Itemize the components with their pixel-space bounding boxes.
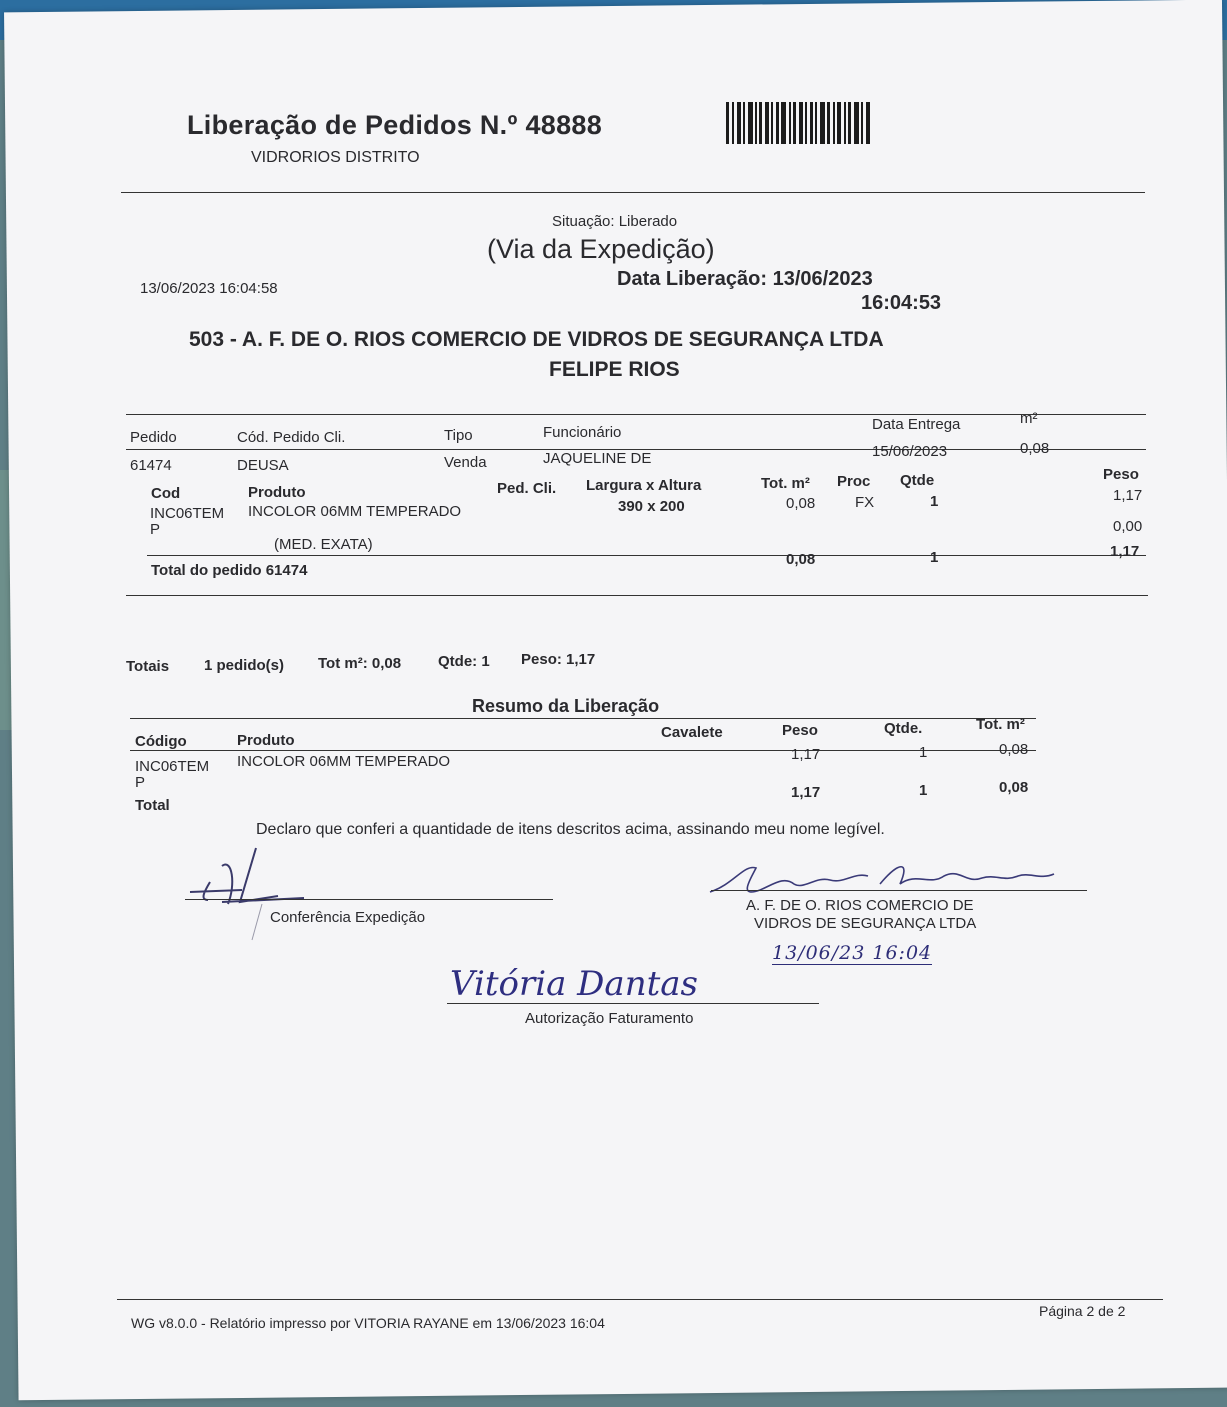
item-col-ped-cli: Ped. Cli. — [497, 480, 557, 497]
contact-name: FELIPE RIOS — [549, 358, 680, 381]
signature-conferencia — [182, 844, 322, 944]
item-product: INCOLOR 06MM TEMPERADO — [248, 503, 462, 520]
release-date: Data Liberação: 13/06/2023 — [617, 268, 873, 290]
item-code-line2: P — [150, 521, 161, 538]
item-col-tot-m2: Tot. m² — [761, 475, 810, 492]
document-page — [4, 0, 1227, 1400]
order-total-m2: 0,08 — [786, 551, 816, 568]
item-proc: FX — [855, 494, 875, 511]
item-dimensions: 390 x 200 — [618, 498, 685, 515]
order-delivery-date: 15/06/2023 — [872, 443, 948, 460]
company-sign-line1: A. F. DE O. RIOS COMERCIO DE — [746, 897, 974, 914]
order-number: 61474 — [130, 457, 172, 474]
summary-top-rule — [130, 718, 1036, 719]
item-total-rule — [147, 555, 1146, 556]
order-m2: 0,08 — [1020, 440, 1050, 457]
totals-m2: Tot m²: 0,08 — [318, 655, 402, 672]
summary-header-rule — [130, 750, 1036, 751]
divider — [121, 192, 1145, 193]
summary-total-label: Total — [135, 797, 170, 814]
item-note: (MED. EXATA) — [274, 536, 373, 553]
declaration-text: Declaro que conferi a quantidade de itens descritos acima, assinando meu nome legível. — [256, 821, 885, 838]
order-client-code: DEUSA — [237, 457, 289, 474]
col-pedido: Pedido — [130, 429, 177, 446]
item-qtde: 1 — [930, 493, 939, 510]
signature-line-company — [711, 890, 1087, 891]
summary-product: INCOLOR 06MM TEMPERADO — [237, 753, 451, 770]
order-total-peso: 1,17 — [1110, 543, 1140, 560]
summary-title: Resumo da Liberação — [472, 696, 660, 716]
item-tot-m2: 0,08 — [786, 495, 816, 512]
page-number: Página 2 de 2 — [1039, 1303, 1126, 1319]
summary-total-tot-m2: 0,08 — [999, 779, 1029, 796]
item-col-cod: Cod — [151, 485, 181, 502]
footer-rule — [117, 1299, 1163, 1300]
signature-line-conferencia — [185, 899, 553, 900]
item-col-dimensions: Largura x Altura — [586, 477, 702, 494]
status-text: Situação: Liberado — [552, 213, 678, 230]
print-datetime: 13/06/2023 16:04:58 — [140, 280, 278, 297]
autorizacao-label: Autorização Faturamento — [525, 1010, 694, 1027]
order-total-qtde: 1 — [930, 549, 939, 566]
copy-label: (Via da Expedição) — [487, 234, 715, 264]
handwritten-date: 13/06/23 16:04 — [772, 942, 933, 964]
col-funcionario: Funcionário — [543, 424, 622, 441]
summary-total-qtde: 1 — [919, 782, 928, 799]
summary-col-tot-m2: Tot. m² — [976, 716, 1025, 733]
summary-tot-m2: 0,08 — [999, 741, 1029, 758]
company-name: VIDRORIOS DISTRITO — [251, 149, 420, 166]
item-peso-secondary: 0,00 — [1113, 518, 1143, 535]
document-title: Liberação de Pedidos N.º 48888 — [187, 110, 603, 140]
col-tipo: Tipo — [444, 427, 473, 444]
item-col-peso: Peso — [1103, 466, 1139, 483]
summary-code-line1: INC06TEM — [135, 758, 210, 775]
conferencia-label: Conferência Expedição — [270, 909, 426, 926]
item-code-line1: INC06TEM — [150, 505, 225, 522]
summary-total-peso: 1,17 — [791, 784, 821, 801]
summary-col-peso: Peso — [782, 722, 818, 739]
table-top-rule — [126, 414, 1146, 415]
signature-line-autorizacao — [447, 1003, 819, 1004]
summary-qtde: 1 — [919, 744, 928, 761]
order-employee: JAQUELINE DE — [543, 450, 652, 467]
summary-col-codigo: Código — [135, 733, 187, 750]
release-time: 16:04:53 — [861, 292, 942, 314]
summary-code-line2: P — [135, 774, 146, 791]
summary-col-qtde: Qtde. — [884, 720, 923, 737]
customer-name: 503 - A. F. DE O. RIOS COMERCIO DE VIDROS DE SEGURANÇA LTDA — [189, 328, 884, 351]
col-m2: m² — [1020, 410, 1038, 427]
barcode — [726, 102, 908, 144]
item-col-qtde: Qtde — [900, 472, 935, 489]
summary-peso: 1,17 — [791, 746, 821, 763]
item-col-produto: Produto — [248, 484, 306, 501]
summary-col-cavalete: Cavalete — [661, 724, 723, 741]
order-total-label: Total do pedido 61474 — [151, 562, 308, 579]
company-sign-line2: VIDROS DE SEGURANÇA LTDA — [754, 915, 977, 932]
footer-printed-by: WG v8.0.0 - Relatório impresso por VITORIA RAYANE em 13/06/2023 16:04 — [131, 1315, 605, 1331]
totals-peso: Peso: 1,17 — [521, 651, 596, 668]
order-type: Venda — [444, 454, 487, 471]
totals-label: Totais — [126, 658, 170, 675]
item-peso: 1,17 — [1113, 487, 1143, 504]
handwritten-name: Vitória Dantas — [450, 964, 698, 1004]
totals-pedidos: 1 pedido(s) — [204, 657, 285, 674]
item-col-proc: Proc — [837, 473, 871, 490]
col-data-entrega: Data Entrega — [872, 416, 961, 433]
col-cod-pedido-cli: Cód. Pedido Cli. — [237, 429, 346, 446]
totals-qtde: Qtde: 1 — [438, 653, 490, 670]
table-bottom-rule — [126, 595, 1148, 596]
summary-col-produto: Produto — [237, 732, 295, 749]
